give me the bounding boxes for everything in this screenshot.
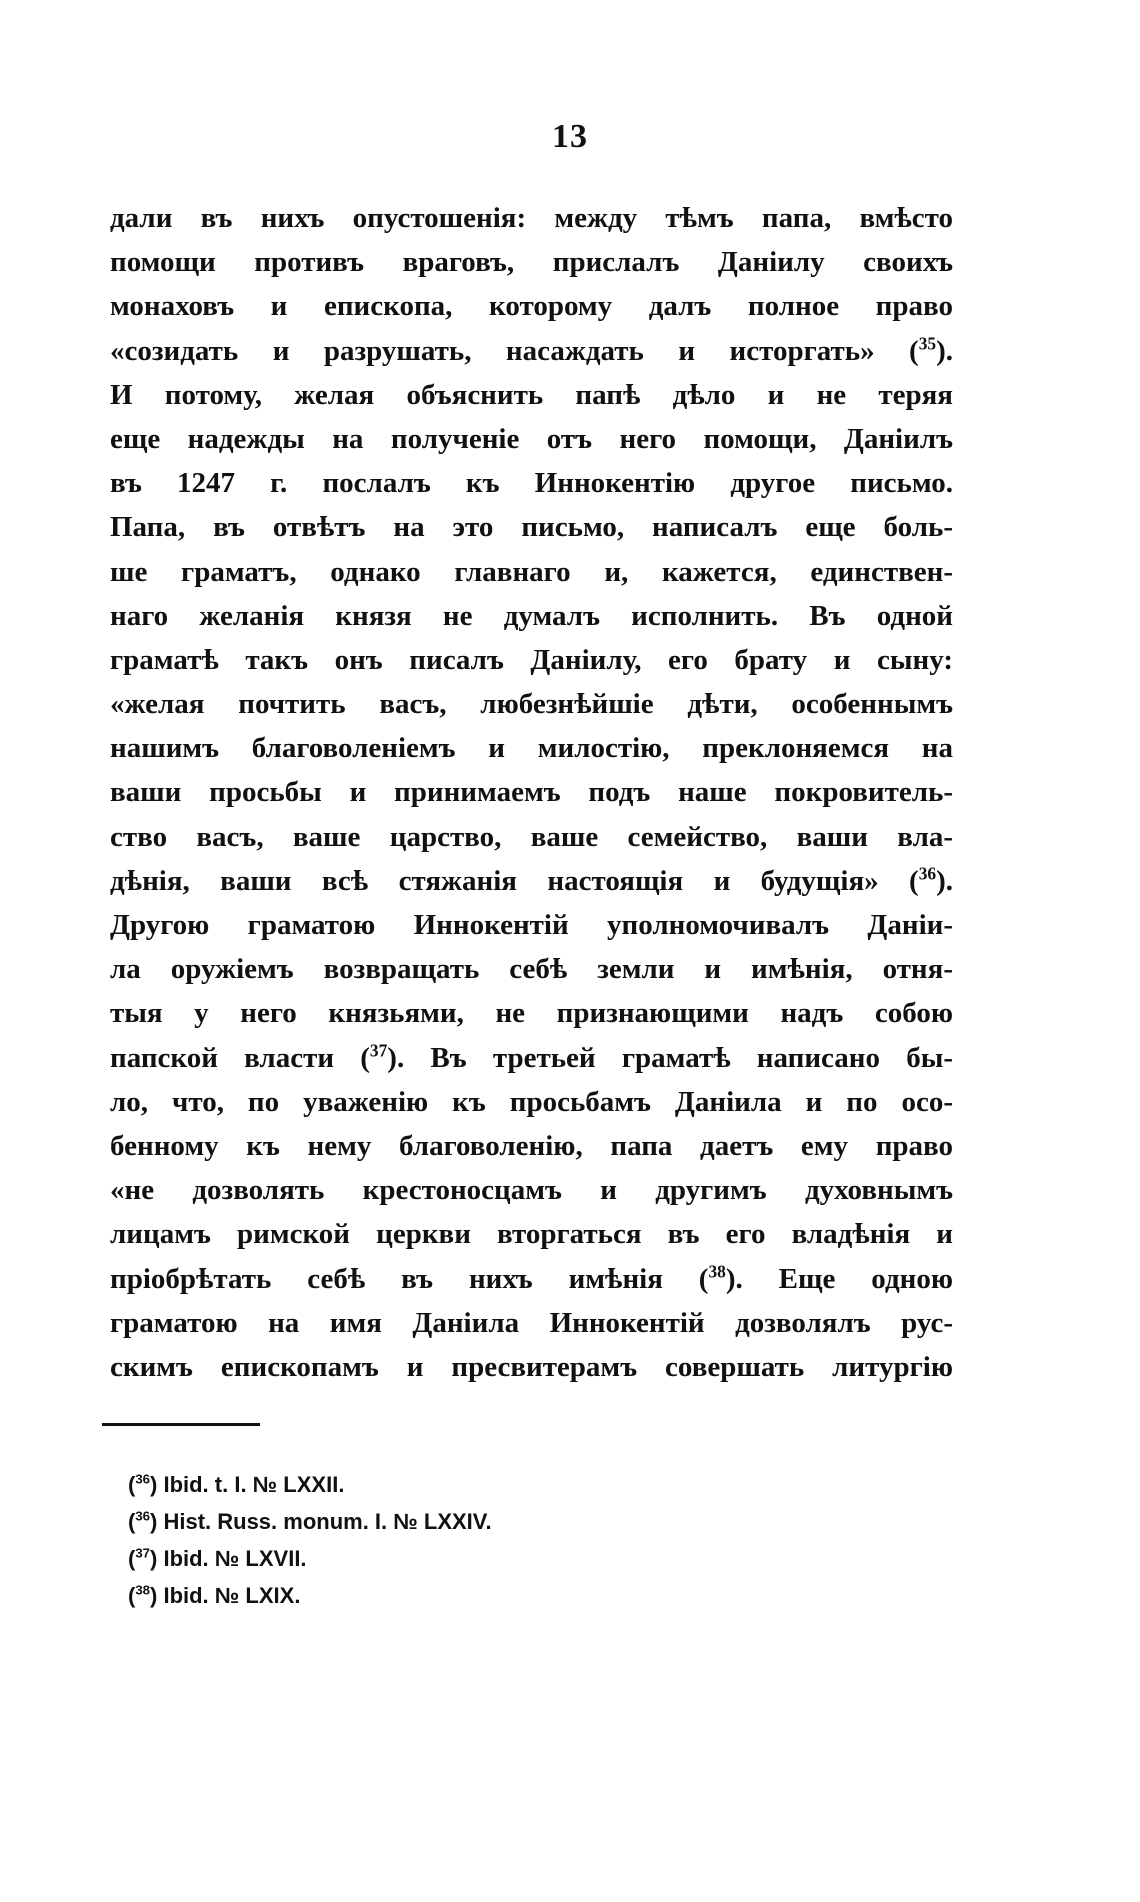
footnote: ($^{36}$) Hist. Russ. monum. I. № LXXIV.	[128, 1508, 492, 1534]
text-line: Другою граматою Иннокентій уполномочивалъ Даніи-	[110, 909, 953, 941]
line-text: ). Въ третьей граматѣ написано бы-	[387, 1041, 953, 1074]
text-line: дали въ нихъ опустошенія: между тѣмъ папа, вмѣсто	[110, 202, 953, 234]
line-text: ).	[936, 334, 953, 367]
text-line: ла оружіемъ возвращать себѣ земли и имѣнія, отня-	[110, 953, 953, 986]
footnote-reference: 38	[708, 1260, 726, 1281]
line-text: «созидать и разрушать, насаждать и исторгать» (	[110, 334, 919, 367]
footnote-mark: 38	[135, 1582, 150, 1598]
text-line: ло, что, по уваженію къ просьбамъ Даніила и по осо-	[110, 1085, 953, 1118]
text-line: тыя у него князьями, не признающими надъ собою	[110, 997, 953, 1030]
text-line	[110, 1257, 953, 1301]
footnote-reference: 35	[918, 332, 937, 353]
text-line: ство васъ, ваше царство, ваше семейство, ваши вла-	[110, 820, 953, 853]
text-line: помощи противъ враговъ, прислалъ Даніилу своихъ	[110, 246, 953, 279]
footnote-reference: 37	[369, 1039, 388, 1060]
line-text: папской власти (	[110, 1041, 370, 1074]
text-line: граматѣ такъ онъ писалъ Даніилу, его брату и сыну:	[110, 643, 953, 676]
text-line: лицамъ римской церкви вторгаться въ его владѣнія и	[110, 1218, 953, 1251]
footnote: ($^{37}$) Ibid. № LXVII.	[128, 1545, 307, 1571]
text-line: скимъ епископамъ и пресвитерамъ совершать литургію	[110, 1350, 953, 1383]
text-line: Папа, въ отвѣтъ на это письмо, написалъ еще боль-	[110, 511, 953, 544]
footnote-reference: 36	[918, 863, 937, 884]
text-line: граматою на имя Даніила Иннокентій дозволялъ рус-	[110, 1306, 953, 1339]
text-line	[110, 1036, 953, 1080]
footnote-divider	[102, 1423, 260, 1426]
footnotes	[128, 1466, 888, 1614]
footnote-mark: 37	[135, 1545, 150, 1561]
line-text: ).	[936, 864, 953, 897]
line-text: дѣнія, ваши всѣ стяжанія настоящія и будущія» (	[110, 864, 919, 897]
text-line: наго желанія князя не думалъ исполнить. Въ одной	[110, 599, 953, 632]
text-line: ше граматъ, однако главнаго и, кажется, единствен-	[110, 555, 953, 588]
text-line: ваши просьбы и принимаемъ подъ наше покровитель-	[110, 776, 953, 809]
text-line	[110, 859, 953, 903]
line-text: пріобрѣтать себѣ въ нихъ имѣнія (	[110, 1262, 709, 1295]
text-line: въ 1247 г. послалъ къ Иннокентію другое письмо.	[110, 467, 953, 500]
footnote: ($^{36}$) Ibid. t. I. № LXXII.	[128, 1471, 345, 1497]
text-line: монаховъ и епископа, которому далъ полное право	[110, 290, 953, 323]
body-text	[110, 196, 953, 1389]
footnote-mark: 36	[135, 1508, 150, 1524]
footnote-text: Ibid. № LXIX.	[163, 1583, 301, 1608]
footnote: ($^{38}$) Ibid. № LXIX.	[128, 1582, 301, 1608]
text-line	[110, 329, 953, 373]
footnote-text: Hist. Russ. monum. I. № LXXIV.	[163, 1509, 492, 1534]
text-line: «желая почтить васъ, любезнѣйшіе дѣти, особеннымъ	[110, 688, 953, 721]
text-line: И потому, желая объяснить папѣ дѣло и не теряя	[110, 378, 953, 411]
footnote-text: Ibid. t. I. № LXXII.	[163, 1472, 345, 1497]
text-line: бенному къ нему благоволенію, папа даетъ ему право	[110, 1129, 953, 1162]
footnote-text: Ibid. № LXVII.	[163, 1546, 307, 1571]
text-line: «не дозволять крестоносцамъ и другимъ духовнымъ	[110, 1174, 953, 1207]
page-number: 13	[552, 118, 588, 155]
footnote-mark: 36	[135, 1471, 150, 1487]
text-line: еще надежды на полученіе отъ него помощи, Даніилъ	[110, 422, 953, 455]
text-line: нашимъ благоволеніемъ и милостію, преклоняемся на	[110, 732, 953, 765]
line-text: ). Еще одною	[725, 1262, 953, 1295]
